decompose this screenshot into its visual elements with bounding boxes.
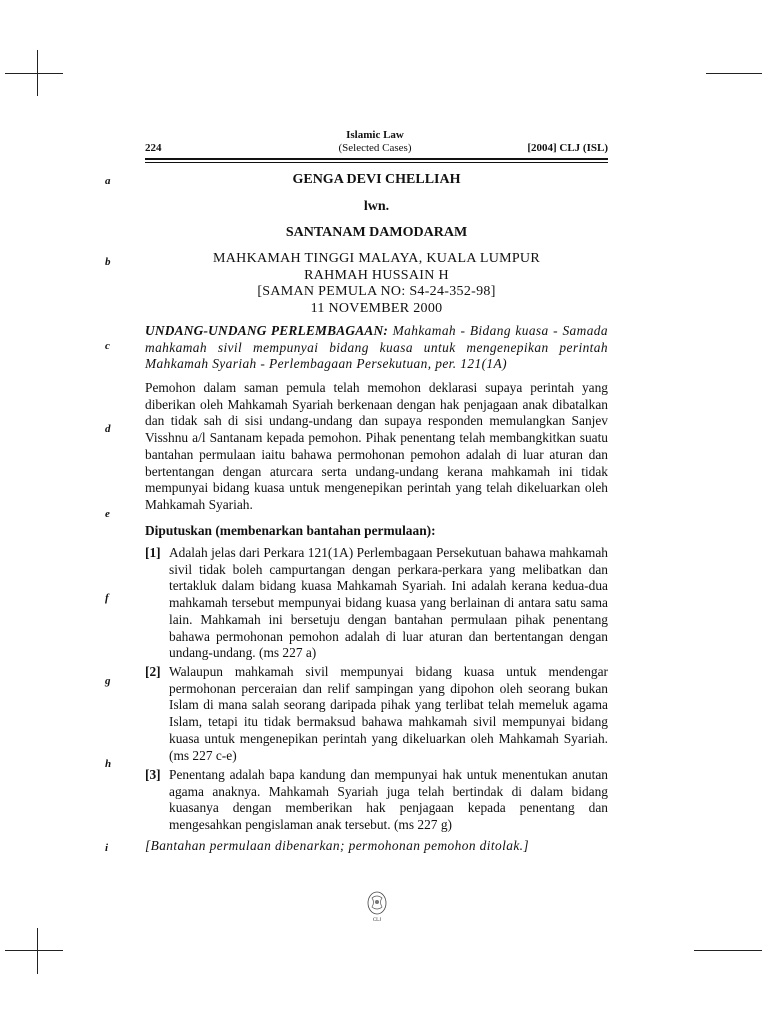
margin-letter-g: g xyxy=(105,675,111,687)
series-subtitle: (Selected Cases) xyxy=(338,142,412,154)
versus: lwn. xyxy=(363,199,390,214)
crop-mark-bottom-right-horizontal xyxy=(694,950,762,951)
decision-date: 11 NOVEMBER 2000 xyxy=(310,300,443,316)
catchwords xyxy=(145,323,608,373)
crop-mark-top-right-horizontal xyxy=(706,73,762,74)
margin-letter-h: h xyxy=(105,758,112,770)
holding-text: Penentang adalah bapa kandung dan mempunyai hak untuk menentukan anutan agama anaknya. Mahkamah Syariah juga telah bertindak di dalam bidang kuasanya dengan memberikan hak penjagaan kepada penentang dan mengesahkan pengislaman anak tersebut. (ms 227 g) xyxy=(169,767,608,833)
running-header xyxy=(280,129,470,155)
holding-text: Adalah jelas dari Perkara 121(1A) Perlembagaan Persekutuan bahawa mahkamah sivil tidak boleh campurtangan dengan perkara-perkara yang melibatkan dan tertakluk dalam bidang kuasa Mahkamah Syariah. Ini adalah kerana kedua-dua mahkamah tersebut mempunyai bidang kuasa yang berlainan di antara satu sama lain. Mahkamah ini bersetuju dengan bantahan permulaan pihak penentang bahawa permohonan pemohon adalah di luar aturan dan bertentangan dengan undang-undang. (ms 227 a) xyxy=(169,545,608,661)
holding-3 xyxy=(145,767,608,834)
header-rule-thick xyxy=(145,158,608,160)
crop-mark-top-left-horizontal xyxy=(5,73,63,74)
crop-mark-bottom-left-horizontal xyxy=(5,950,63,951)
held-heading: Diputuskan (membenarkan bantahan permulaan): xyxy=(145,523,436,538)
holding-1 xyxy=(145,545,608,662)
respondent-name: SANTANAM DAMODARAM xyxy=(285,225,468,240)
suit-number: [SAMAN PEMULA NO: S4-24-352-98] xyxy=(257,284,496,299)
clj-seal xyxy=(366,890,388,924)
margin-letter-e: e xyxy=(105,508,110,520)
judge-name: RAHMAH HUSSAIN H xyxy=(304,267,449,283)
holding-2 xyxy=(145,664,608,764)
margin-letter-i: i xyxy=(105,842,109,854)
holding-number: [3] xyxy=(145,767,161,782)
clj-logo-icon xyxy=(366,890,388,924)
disposition: [Bantahan permulaan dibenarkan; permohonan pemohon ditolak.] xyxy=(145,838,530,853)
holding-number: [1] xyxy=(145,545,161,560)
court-details xyxy=(145,251,608,317)
holding-number: [2] xyxy=(145,664,161,679)
logo-label: CLJ xyxy=(372,918,382,923)
holding-text: Walaupun mahkamah sivil mempunyai bidang kuasa untuk mendengar permohonan perceraian dan relif sampingan yang dipohon oleh seorang bukan Islam di mana salah seorang daripada pihak yang terlibat telah memeluk agama Islam, tetapi itu tidak bermaksud bahawa mahkamah sivil mempunyai bidang kuasa untuk mengenepikan perintah yang dikeluarkan oleh Mahkamah Syariah. (ms 227 c-e) xyxy=(169,664,608,763)
margin-letter-d: d xyxy=(105,423,111,435)
margin-letter-f: f xyxy=(105,592,109,604)
court-name: MAHKAMAH TINGGI MALAYA, KUALA LUMPUR xyxy=(213,251,540,266)
margin-letter-c: c xyxy=(105,340,110,352)
crop-mark-bottom-left-vertical xyxy=(37,928,38,974)
header-rule-thin xyxy=(145,162,608,163)
margin-letter-b: b xyxy=(105,256,111,268)
margin-letter-a: a xyxy=(105,175,111,187)
citation: [2004] CLJ (ISL) xyxy=(527,142,608,154)
catchwords-heading: UNDANG-UNDANG PERLEMBAGAAN: xyxy=(145,323,389,338)
case-summary: Pemohon dalam saman pemula telah memohon deklarasi supaya perintah yang diberikan oleh Mahkamah Syariah berkenaan dengan hak penjagaan anak dibatalkan dan tidak sah di sisi undang-undang dan supaya responden memulangkan Sanjev Visshnu a/l Santanam kepada pemohon. Pihak penentang telah membangkitkan suatu bantahan permulaan iaitu bahawa permohonan pemohon adalah di luar aturan dan bertentangan dengan aturcara serta undang-undang kerana mahkamah ini tidak mempunyai bidang kuasa untuk mengenepikan perintah yang telah dikeluarkan oleh Mahkamah Syariah. xyxy=(145,380,608,512)
catchwords-text: Mahkamah - Bidang kuasa - Samada mahkamah sivil mempunyai bidang kuasa untuk mengenepikan perintah Mahkamah Syariah - Perlembagaan Persekutuan, per. 121(1A) xyxy=(145,323,608,372)
series-title: Islamic Law xyxy=(346,129,404,141)
applicant-name: GENGA DEVI CHELLIAH xyxy=(292,172,461,187)
page-number: 224 xyxy=(145,142,162,154)
